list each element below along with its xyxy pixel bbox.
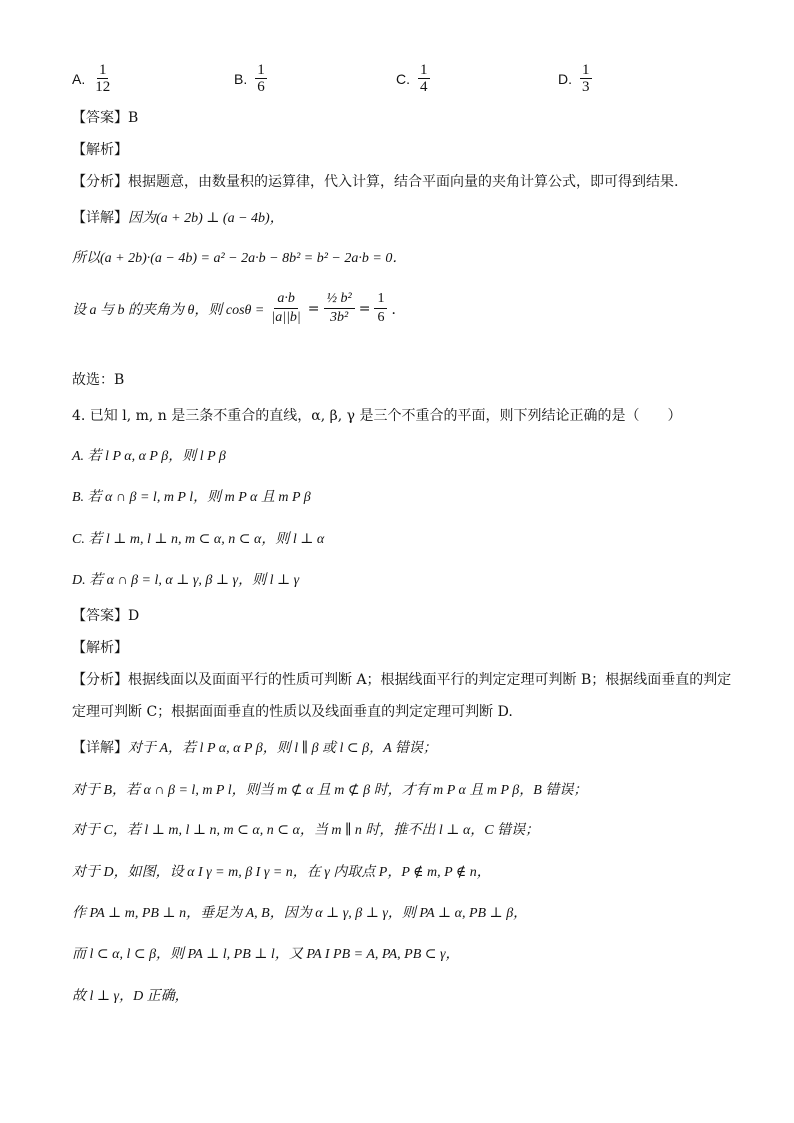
answer-line: [72, 606, 139, 626]
detail-text: 而 l ⊂ α, l ⊂ β，则 PA ⊥ l, PB ⊥ l，又 PA I PB = A, PA, PB ⊂ γ，: [72, 947, 460, 962]
fraction-denominator: 3b²: [330, 310, 349, 325]
conclusion-line: [72, 370, 124, 390]
answer-line: [72, 108, 138, 128]
detail-line: [72, 780, 587, 801]
choice-fraction: [580, 62, 592, 95]
fenxi-text: 定理可判断 C；根据面面垂直的性质以及线面垂直的判定定理可判断 D.: [72, 704, 513, 720]
xiangjie-line: [72, 208, 284, 229]
choice-label: C.: [396, 70, 410, 87]
xiangjie-line: [72, 738, 437, 759]
fraction-denominator: |a||b|: [271, 310, 301, 325]
analysis-tag: 【解析】: [72, 640, 128, 656]
fenxi-text: 根据题意，由数量积的运算律，代入计算，结合平面向量的夹角计算公式，即可得到结果.: [128, 174, 679, 190]
answer-value: B: [128, 110, 139, 126]
conclusion-text: 故选：B: [72, 372, 125, 388]
xiangjie-tag: 【详解】: [72, 210, 128, 226]
cosine-fraction-3: [374, 290, 387, 327]
option-text: D. 若 α ∩ β = l, α ⊥ γ, β ⊥ γ，则 l ⊥ γ: [72, 573, 300, 588]
detail-line: [72, 986, 189, 1007]
cosine-fraction-2: [324, 290, 355, 327]
option-text: A. 若 l P α, α P β，则 l P β: [72, 449, 226, 464]
detail-text: 对于 B，若 α ∩ β = l, m P l，则当 m ⊄ α 且 m ⊄ β 时，才有 m P α 且 m P β，B 错误；: [72, 783, 588, 798]
detail-text: 作 PA ⊥ m, PB ⊥ n，垂足为 A, B，因为 α ⊥ γ, β ⊥ γ，则 PA ⊥ α, PB ⊥ β，: [72, 906, 528, 921]
choice-c: [396, 62, 430, 95]
fraction-denominator: 12: [95, 79, 111, 95]
fraction-denominator: 6: [257, 79, 265, 95]
fraction-numerator: 1: [420, 62, 428, 78]
fenxi-tag: 【分析】: [72, 672, 128, 688]
question-stem: 4. 已知 l, m, n 是三条不重合的直线，α, β, γ 是三个不重合的平面，则下列结论正确的是（ ）: [72, 408, 682, 424]
detail-line: [72, 944, 460, 965]
choice-fraction: [93, 62, 112, 95]
analysis-heading: [72, 638, 128, 658]
choice-label: B.: [234, 70, 248, 87]
option-text: B. 若 α ∩ β = l, m P l，则 m P α 且 m P β: [72, 490, 311, 505]
fraction-denominator: 6: [377, 310, 385, 325]
choice-fraction: [418, 62, 430, 95]
option-d: [72, 570, 299, 591]
detail-line: [72, 862, 491, 883]
cosine-prefix: 设 a 与 b 的夹角为 θ，则 cosθ =: [72, 302, 265, 318]
cosine-fraction-1: [268, 290, 303, 327]
fenxi-line: [72, 670, 731, 690]
choice-d: [558, 62, 592, 95]
question-4-stem: [72, 406, 681, 426]
fenxi-line: [72, 172, 678, 192]
choice-fraction: [255, 62, 267, 95]
fraction-numerator: 1: [257, 62, 265, 78]
cosine-line: [72, 290, 405, 327]
fraction-denominator: 4: [420, 79, 428, 95]
option-a: [72, 446, 226, 467]
dot-product-equation: 所以(a + 2b)·(a − 4b) = a² − 2a·b − 8b² = b² − 2a·b = 0．: [72, 251, 407, 266]
fraction-numerator: 1: [98, 62, 107, 78]
choice-b: [234, 62, 267, 95]
detail-text: 对于 D，如图，设 α I γ = m, β I γ = n，在 γ 内取点 P，P ∉ m, P ∉ n，: [72, 865, 491, 880]
fenxi-tag: 【分析】: [72, 174, 128, 190]
fraction-numerator: 1: [374, 290, 387, 309]
detail-line: [72, 903, 527, 924]
xiangjie-tag: 【详解】: [72, 740, 128, 756]
analysis-heading: [72, 140, 128, 160]
answer-tag: 【答案】: [72, 608, 128, 624]
xiangjie-text: 因为(a + 2b) ⊥ (a − 4b)，: [128, 211, 284, 226]
choice-label: A.: [72, 70, 86, 87]
option-text: C. 若 l ⊥ m, l ⊥ n, m ⊂ α, n ⊂ α，则 l ⊥ α: [72, 532, 325, 547]
dot-product-line: [72, 248, 406, 269]
choice-label: D.: [558, 70, 572, 87]
equals-sign: =: [358, 300, 371, 317]
detail-text: 对于 C，若 l ⊥ m, l ⊥ n, m ⊂ α, n ⊂ α，当 m ∥ n 时，推不出 l ⊥ α，C 错误；: [72, 823, 540, 838]
analysis-tag: 【解析】: [72, 142, 128, 158]
choice-a: [72, 62, 112, 95]
period: ．: [391, 301, 406, 318]
option-b: [72, 487, 311, 508]
detail-text: 对于 A，若 l P α, α P β，则 l ∥ β 或 l ⊂ β，A 错误；: [128, 741, 437, 756]
answer-tag: 【答案】: [72, 110, 128, 126]
fraction-numerator: a·b: [274, 290, 298, 309]
fraction-numerator: 1: [582, 62, 590, 78]
option-c: [72, 529, 324, 550]
detail-line: [72, 820, 539, 841]
answer-value: D: [128, 608, 140, 624]
fraction-numerator: ½ b²: [324, 290, 355, 309]
fraction-denominator: 3: [582, 79, 590, 95]
fenxi-text: 根据线面以及面面平行的性质可判断 A；根据线面平行的判定定理可判断 B；根据线面垂直的判定: [128, 672, 732, 688]
detail-text: 故 l ⊥ γ，D 正确，: [72, 989, 189, 1004]
fenxi-line-2: [72, 702, 513, 722]
equals-sign: =: [307, 300, 320, 317]
